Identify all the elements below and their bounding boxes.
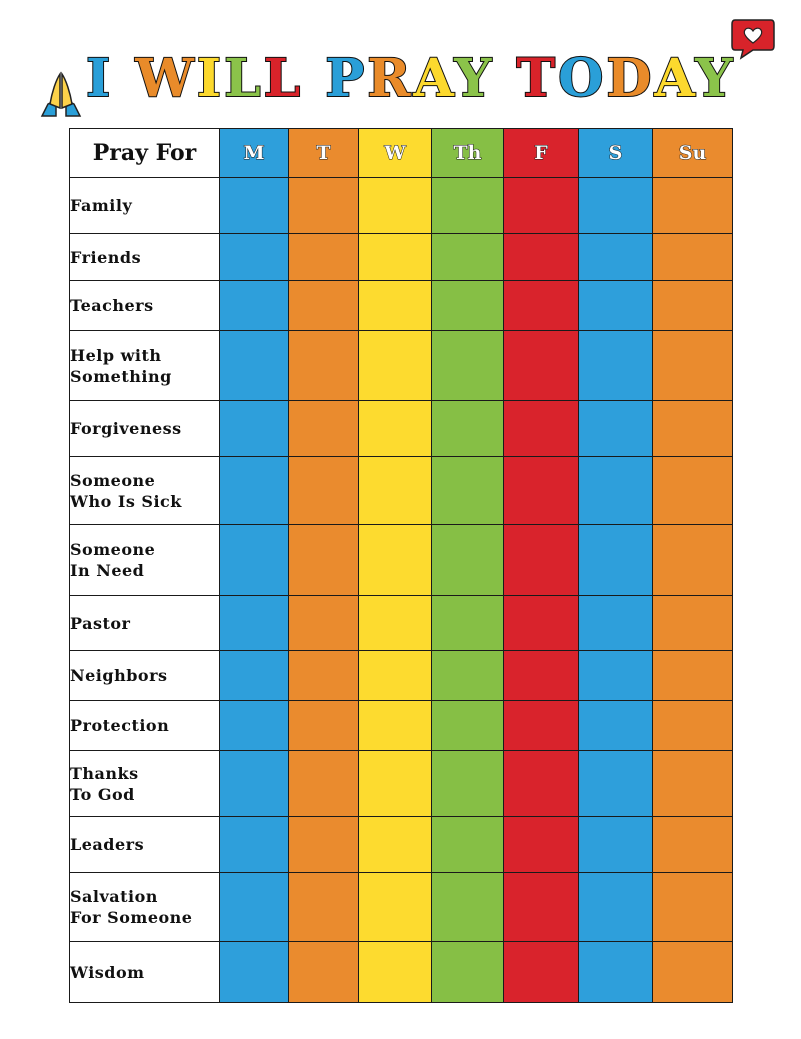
- praying-hands-icon: [38, 70, 84, 118]
- check-cell[interactable]: [432, 281, 504, 331]
- check-cell[interactable]: [359, 596, 432, 651]
- heart-speech-bubble-icon: [731, 18, 775, 60]
- day-header-m: M: [220, 129, 289, 178]
- prayer-row: [70, 817, 733, 873]
- title-area: [38, 40, 758, 120]
- check-cell[interactable]: [579, 873, 653, 942]
- check-cell[interactable]: [220, 331, 289, 401]
- day-header-s: S: [579, 129, 653, 178]
- check-cell[interactable]: [220, 873, 289, 942]
- check-cell[interactable]: [432, 331, 504, 401]
- check-cell[interactable]: [579, 281, 653, 331]
- check-cell[interactable]: [653, 457, 733, 525]
- row-label-line: Something: [70, 366, 172, 386]
- title-letter: D: [606, 48, 655, 109]
- check-cell[interactable]: [289, 178, 359, 234]
- prayer-row: [70, 873, 733, 942]
- check-cell[interactable]: [432, 596, 504, 651]
- row-label: [70, 331, 220, 401]
- prayer-row: [70, 331, 733, 401]
- row-label: [70, 701, 220, 751]
- check-cell[interactable]: [220, 281, 289, 331]
- day-header-f: F: [504, 129, 579, 178]
- check-cell[interactable]: [220, 817, 289, 873]
- check-cell[interactable]: [289, 873, 359, 942]
- check-cell[interactable]: [504, 817, 579, 873]
- row-label-line: Help with: [70, 345, 162, 365]
- check-cell[interactable]: [289, 817, 359, 873]
- row-label: [70, 234, 220, 281]
- page-title: [86, 48, 735, 109]
- check-cell[interactable]: [579, 234, 653, 281]
- check-cell[interactable]: [289, 596, 359, 651]
- check-cell[interactable]: [579, 525, 653, 596]
- pray-for-header: Pray For: [70, 129, 220, 178]
- check-cell[interactable]: [653, 651, 733, 701]
- check-cell[interactable]: [359, 281, 432, 331]
- check-cell[interactable]: [359, 401, 432, 457]
- title-letter: O: [558, 48, 607, 109]
- prayer-row: [70, 701, 733, 751]
- check-cell[interactable]: [220, 596, 289, 651]
- check-cell[interactable]: [579, 817, 653, 873]
- check-cell[interactable]: [653, 817, 733, 873]
- row-label-line: Leaders: [70, 835, 145, 854]
- prayer-row: [70, 751, 733, 817]
- prayer-row: [70, 178, 733, 234]
- prayer-row: [70, 281, 733, 331]
- check-cell[interactable]: [653, 596, 733, 651]
- check-cell[interactable]: [289, 234, 359, 281]
- check-cell[interactable]: [653, 234, 733, 281]
- check-cell[interactable]: [289, 942, 359, 1003]
- check-cell[interactable]: [359, 234, 432, 281]
- row-label-line: Protection: [70, 716, 170, 735]
- row-label-line: Friends: [70, 247, 142, 267]
- check-cell[interactable]: [579, 651, 653, 701]
- check-cell[interactable]: [579, 942, 653, 1003]
- check-cell[interactable]: [220, 651, 289, 701]
- row-label: [70, 525, 220, 596]
- check-cell[interactable]: [359, 701, 432, 751]
- check-cell[interactable]: [220, 178, 289, 234]
- check-cell[interactable]: [579, 331, 653, 401]
- check-cell[interactable]: [220, 401, 289, 457]
- check-cell[interactable]: [504, 178, 579, 234]
- check-cell[interactable]: [653, 873, 733, 942]
- row-label: [70, 651, 220, 701]
- check-cell[interactable]: [504, 234, 579, 281]
- title-letter: A: [654, 48, 696, 109]
- check-cell[interactable]: [359, 751, 432, 817]
- check-cell[interactable]: [653, 281, 733, 331]
- check-cell[interactable]: [653, 942, 733, 1003]
- prayer-rows: [70, 178, 733, 1003]
- check-cell[interactable]: [289, 281, 359, 331]
- title-letter: I: [86, 48, 114, 109]
- prayer-chart-table: [69, 128, 733, 1003]
- check-cell[interactable]: [579, 401, 653, 457]
- row-label-line: Forgiveness: [70, 419, 182, 438]
- check-cell[interactable]: [289, 701, 359, 751]
- check-cell[interactable]: [579, 178, 653, 234]
- check-cell[interactable]: [653, 525, 733, 596]
- prayer-row: [70, 401, 733, 457]
- prayer-row: [70, 457, 733, 525]
- prayer-row: [70, 942, 733, 1003]
- prayer-row: [70, 651, 733, 701]
- check-cell[interactable]: [432, 178, 504, 234]
- row-label: [70, 281, 220, 331]
- prayer-row: [70, 234, 733, 281]
- title-word: [325, 48, 494, 109]
- check-cell[interactable]: [289, 401, 359, 457]
- check-cell[interactable]: [579, 596, 653, 651]
- check-cell[interactable]: [579, 751, 653, 817]
- check-cell[interactable]: [220, 942, 289, 1003]
- title-letter: W: [135, 48, 197, 109]
- row-label-line: For Someone: [70, 908, 193, 927]
- check-cell[interactable]: [504, 942, 579, 1003]
- check-cell[interactable]: [289, 751, 359, 817]
- check-cell[interactable]: [504, 525, 579, 596]
- check-cell[interactable]: [432, 942, 504, 1003]
- prayer-row: [70, 596, 733, 651]
- day-header-su: Su: [653, 129, 733, 178]
- check-cell[interactable]: [432, 457, 504, 525]
- title-letter: L: [263, 48, 304, 109]
- row-label: [70, 178, 220, 234]
- check-cell[interactable]: [504, 873, 579, 942]
- check-cell[interactable]: [359, 817, 432, 873]
- check-cell[interactable]: [504, 331, 579, 401]
- row-label: [70, 942, 220, 1003]
- row-label-line: Wisdom: [70, 962, 145, 982]
- day-header-t: T: [289, 129, 359, 178]
- check-cell[interactable]: [359, 457, 432, 525]
- row-label-line: Family: [70, 196, 133, 215]
- row-label-line: Who Is Sick: [70, 491, 182, 511]
- check-cell[interactable]: [653, 178, 733, 234]
- check-cell[interactable]: [653, 701, 733, 751]
- check-cell[interactable]: [359, 525, 432, 596]
- check-cell[interactable]: [432, 525, 504, 596]
- row-label-line: Pastor: [70, 613, 131, 633]
- row-label-line: Teachers: [70, 296, 154, 315]
- row-label: [70, 401, 220, 457]
- header-row: [70, 129, 733, 178]
- row-label-line: To God: [70, 784, 135, 804]
- row-label-line: Thanks: [70, 763, 139, 783]
- check-cell[interactable]: [653, 401, 733, 457]
- title-letter: Y: [454, 48, 495, 109]
- check-cell[interactable]: [504, 651, 579, 701]
- title-letter: A: [413, 48, 455, 109]
- check-cell[interactable]: [432, 651, 504, 701]
- prayer-row: [70, 525, 733, 596]
- check-cell[interactable]: [289, 525, 359, 596]
- check-cell[interactable]: [432, 401, 504, 457]
- check-cell[interactable]: [432, 701, 504, 751]
- row-label: [70, 751, 220, 817]
- check-cell[interactable]: [504, 401, 579, 457]
- row-label: [70, 873, 220, 942]
- title-word: [86, 48, 113, 109]
- check-cell[interactable]: [220, 701, 289, 751]
- check-cell[interactable]: [220, 525, 289, 596]
- row-label: [70, 596, 220, 651]
- title-letter: R: [367, 48, 414, 109]
- row-label: [70, 457, 220, 525]
- check-cell[interactable]: [359, 873, 432, 942]
- row-label: [70, 817, 220, 873]
- row-label-line: Salvation: [70, 887, 158, 906]
- check-cell[interactable]: [220, 457, 289, 525]
- check-cell[interactable]: [504, 457, 579, 525]
- row-label-line: Someone: [70, 540, 156, 559]
- check-cell[interactable]: [579, 701, 653, 751]
- check-cell[interactable]: [359, 331, 432, 401]
- row-label-line: Someone: [70, 470, 156, 490]
- check-cell[interactable]: [653, 331, 733, 401]
- check-cell[interactable]: [432, 234, 504, 281]
- check-cell[interactable]: [220, 751, 289, 817]
- day-header-w: W: [359, 129, 432, 178]
- title-word: [135, 48, 303, 109]
- title-word: [516, 48, 735, 109]
- check-cell[interactable]: [653, 751, 733, 817]
- check-cell[interactable]: [359, 651, 432, 701]
- check-cell[interactable]: [359, 942, 432, 1003]
- check-cell[interactable]: [504, 701, 579, 751]
- title-letter: P: [325, 48, 368, 109]
- check-cell[interactable]: [504, 751, 579, 817]
- check-cell[interactable]: [504, 596, 579, 651]
- title-letter: I: [196, 48, 225, 109]
- title-letter: T: [516, 48, 559, 109]
- check-cell[interactable]: [289, 457, 359, 525]
- title-letter: L: [224, 48, 264, 109]
- check-cell[interactable]: [289, 651, 359, 701]
- day-header-th: Th: [432, 129, 504, 178]
- check-cell[interactable]: [579, 457, 653, 525]
- check-cell[interactable]: [504, 281, 579, 331]
- title-letter: Y: [695, 48, 736, 109]
- check-cell[interactable]: [432, 873, 504, 942]
- check-cell[interactable]: [432, 817, 504, 873]
- row-label-line: Neighbors: [70, 666, 168, 685]
- check-cell[interactable]: [220, 234, 289, 281]
- check-cell[interactable]: [432, 751, 504, 817]
- check-cell[interactable]: [289, 331, 359, 401]
- row-label-line: In Need: [70, 561, 145, 580]
- check-cell[interactable]: [359, 178, 432, 234]
